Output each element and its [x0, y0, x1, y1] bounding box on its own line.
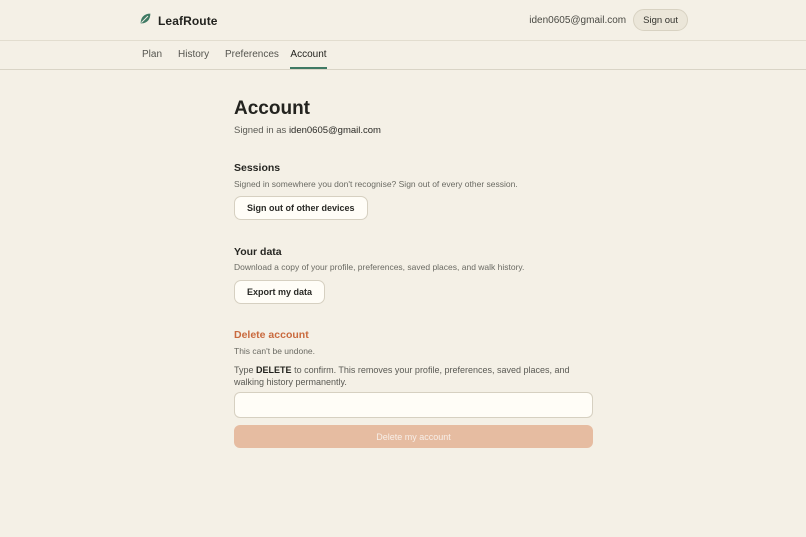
sessions-title: Sessions [234, 162, 281, 174]
top-bar [0, 0, 806, 41]
user-area [529, 9, 688, 31]
signed-in-line [234, 125, 381, 136]
your-data-description: Download a copy of your profile, preferences, saved places, and walk history. [234, 262, 525, 272]
tab-preferences[interactable]: Preferences [225, 49, 279, 60]
tab-bar [0, 41, 806, 70]
your-data-title: Your data [234, 246, 282, 258]
sessions-description: Signed in somewhere you don't recognise? Sign out of every other session. [234, 179, 518, 189]
delete-account-warning: This can't be undone. [234, 346, 316, 356]
user-email: iden0605@gmail.com [529, 14, 627, 26]
delete-confirm-instructions [234, 364, 596, 388]
sign-out-button[interactable]: Sign out [633, 9, 688, 31]
delete-account-title: Delete account [234, 329, 309, 341]
app-name: LeafRoute [158, 14, 218, 28]
sign-out-other-devices-button[interactable]: Sign out of other devices [234, 196, 368, 220]
leaf-icon [139, 12, 152, 30]
page-title: Account [234, 98, 310, 119]
confirm-keyword: DELETE [256, 365, 292, 375]
confirm-prefix: Type [234, 365, 254, 375]
confirm-suffix: to confirm. This removes your profile, preferences, saved places, and walking history permanently. [234, 365, 570, 387]
signed-in-email: iden0605@gmail.com [288, 125, 381, 136]
tab-account[interactable]: Account [290, 41, 327, 69]
signed-in-prefix: Signed in as [234, 125, 287, 136]
export-data-button[interactable]: Export my data [234, 280, 325, 304]
tab-history[interactable]: History [178, 49, 210, 60]
tab-plan[interactable]: Plan [142, 49, 163, 60]
delete-account-button[interactable]: Delete my account [234, 425, 593, 448]
brand[interactable] [139, 12, 218, 30]
delete-confirm-input[interactable] [234, 392, 593, 418]
